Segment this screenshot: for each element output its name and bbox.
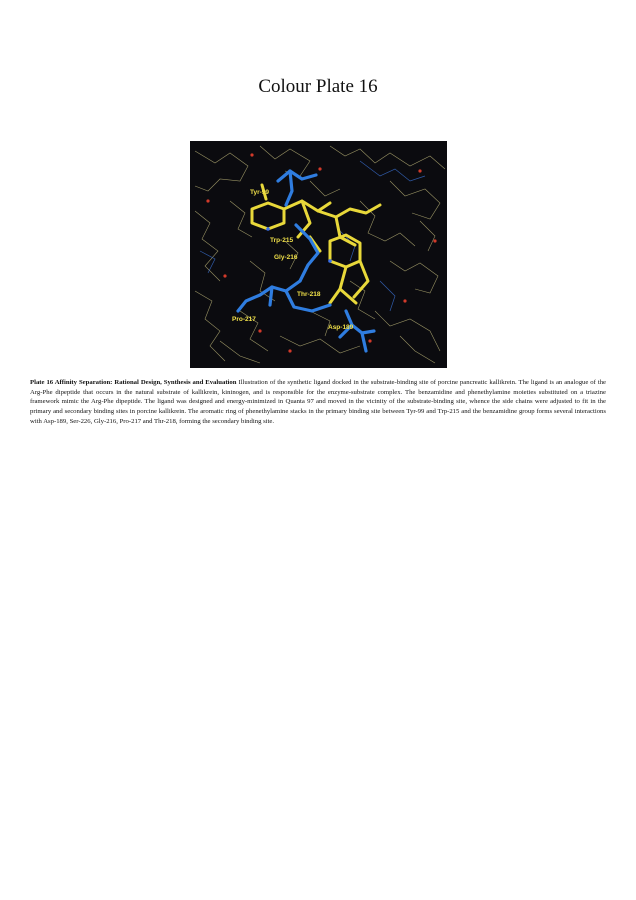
binding-site-residues xyxy=(238,171,374,351)
page-title: Colour Plate 16 xyxy=(258,76,378,97)
label-asp-189: Asp-189 xyxy=(328,324,354,331)
label-pro-217: Pro-217 xyxy=(232,316,256,323)
ligand-structure xyxy=(252,185,380,303)
caption-heading: Plate 16 Affinity Separation: Rational Design, Synthesis and Evaluation xyxy=(30,379,237,386)
label-thr-218: Thr-218 xyxy=(297,291,321,298)
label-tyr-99: Tyr-99 xyxy=(250,189,270,196)
label-gly-216: Gly-216 xyxy=(274,254,298,261)
caption-body: Illustration of the synthetic ligand docked in the substrate-binding site of porcine pancreatic kallikrein. The ligand is an analogue of the Arg-Phe dipeptide that occurs in the natural substrate of kallikrein, kininogen, and is responsible for the enzyme-substrate complex. The benzamidine and phenethylamine moieties substituted on a triazine framework mimic the Arg-Phe dipeptide. The ligand was designed and energy-minimized in Quanta 97 and moved in the vicinity of the substrate-binding site, whence the side chains were adjusted to fit in the primary and secondary binding sites in porcine kallikrein. The aromatic ring of phenethylamine stacks in the primary binding site between Tyr-99 and Trp-215 and the benzamidine group forms several interactions with Asp-189, Ser-226, Gly-216, Pro-217 and Thr-218, forming the secondary binding site. xyxy=(30,379,607,425)
label-trp-215: Trp-215 xyxy=(270,237,294,244)
protein-wireframe xyxy=(195,146,445,363)
figure-caption xyxy=(30,378,606,427)
molecular-docking-figure xyxy=(190,141,447,368)
